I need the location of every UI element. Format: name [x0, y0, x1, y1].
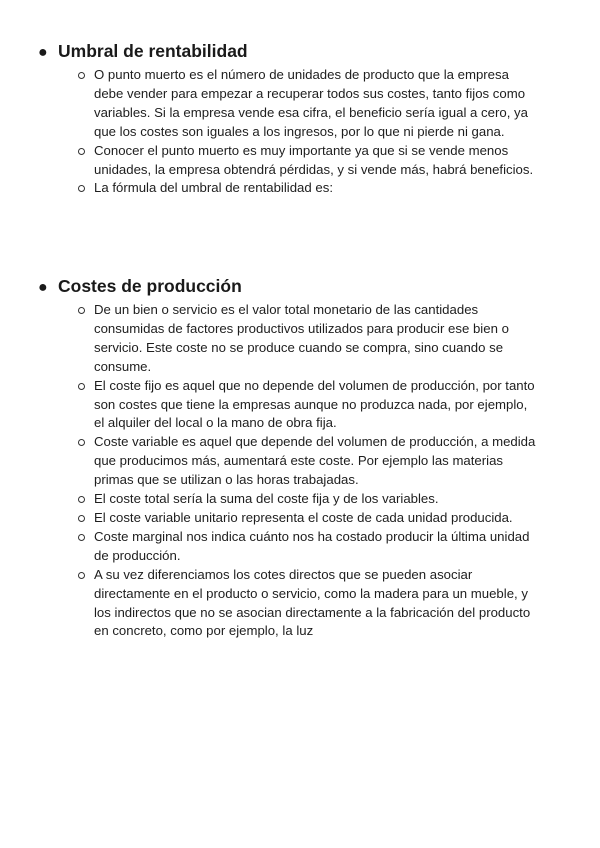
section-title: Umbral de rentabilidad: [58, 41, 248, 61]
list-item-text: El coste variable unitario representa el coste de cada unidad producida.: [94, 509, 513, 525]
filled-bullet-icon: ●: [38, 279, 48, 296]
hollow-bullet-icon: [78, 496, 85, 503]
hollow-bullet-icon: [78, 72, 85, 79]
hollow-bullet-icon: [78, 307, 85, 314]
hollow-bullet-icon: [78, 439, 85, 446]
list-item-text: Coste variable es aquel que depende del volumen de producción, a medida que producimos más, aumentará este coste. Por ejemplo las materias primas que se utilizan o las horas trabajadas.: [94, 434, 536, 488]
list-item: [78, 566, 538, 642]
list-item-text: La fórmula del umbral de rentabilidad es:: [94, 180, 333, 196]
hollow-bullet-icon: [78, 383, 85, 390]
hollow-bullet-icon: [78, 534, 85, 541]
list-item: [78, 66, 538, 142]
filled-bullet-icon: ●: [38, 44, 48, 61]
hollow-bullet-icon: [78, 148, 85, 155]
list-item-text: O punto muerto es el número de unidades de producto que la empresa debe vender para empezar a recuperar todos sus costes, tanto fijos como variables. Si la empresa vende esa cifra, el beneficio sería igual a cero, ya que los costes son iguales a los ingresos, por lo que ni pierde ni gana.: [94, 67, 528, 139]
list-item-text: El coste fijo es aquel que no depende del volumen de producción, por tanto son costes que tiene la empresas aunque no produzca nada, por ejemplo, el alquiler del local o la mano de obra fija.: [94, 377, 535, 431]
section-heading: [38, 40, 538, 64]
list-item: [78, 433, 538, 490]
sub-list: [38, 66, 538, 198]
list-item-text: A su vez diferenciamos los cotes directos que se pueden asociar directamente en el producto o servicio, como la madera para un mueble, y los indirectos que no se asocian directamente a la fabricación del producto en concreto, como por ejemplo, la luz: [94, 566, 531, 639]
sub-list: [38, 301, 538, 641]
list-item: [78, 528, 538, 566]
section-costes-de-produccion: [38, 275, 538, 641]
section-heading: [38, 275, 538, 299]
list-item-text: Coste marginal nos indica cuánto nos ha costado producir la última unidad de producción.: [94, 528, 530, 563]
list-item: [78, 179, 538, 198]
hollow-bullet-icon: [78, 515, 85, 522]
section-umbral-de-rentabilidad: [38, 40, 538, 198]
hollow-bullet-icon: [78, 572, 85, 579]
list-item-text: De un bien o servicio es el valor total monetario de las cantidades consumidas de factores productivos utilizados para producir ese bien o servicio. Este coste no se produce cuando se compra, sino cuando se consume.: [94, 302, 509, 374]
list-item: [78, 509, 538, 528]
list-item: [78, 142, 538, 180]
section-title: Costes de producción: [58, 276, 242, 296]
list-item: [78, 490, 538, 509]
list-item: [78, 377, 538, 434]
hollow-bullet-icon: [78, 185, 85, 192]
list-item-text: El coste total sería la suma del coste fija y de los variables.: [94, 491, 439, 507]
list-item-text: Conocer el punto muerto es muy importante ya que si se vende menos unidades, la empresa obtendrá pérdidas, y si vende más, habrá beneficios.: [94, 142, 534, 177]
list-item: [78, 301, 538, 377]
